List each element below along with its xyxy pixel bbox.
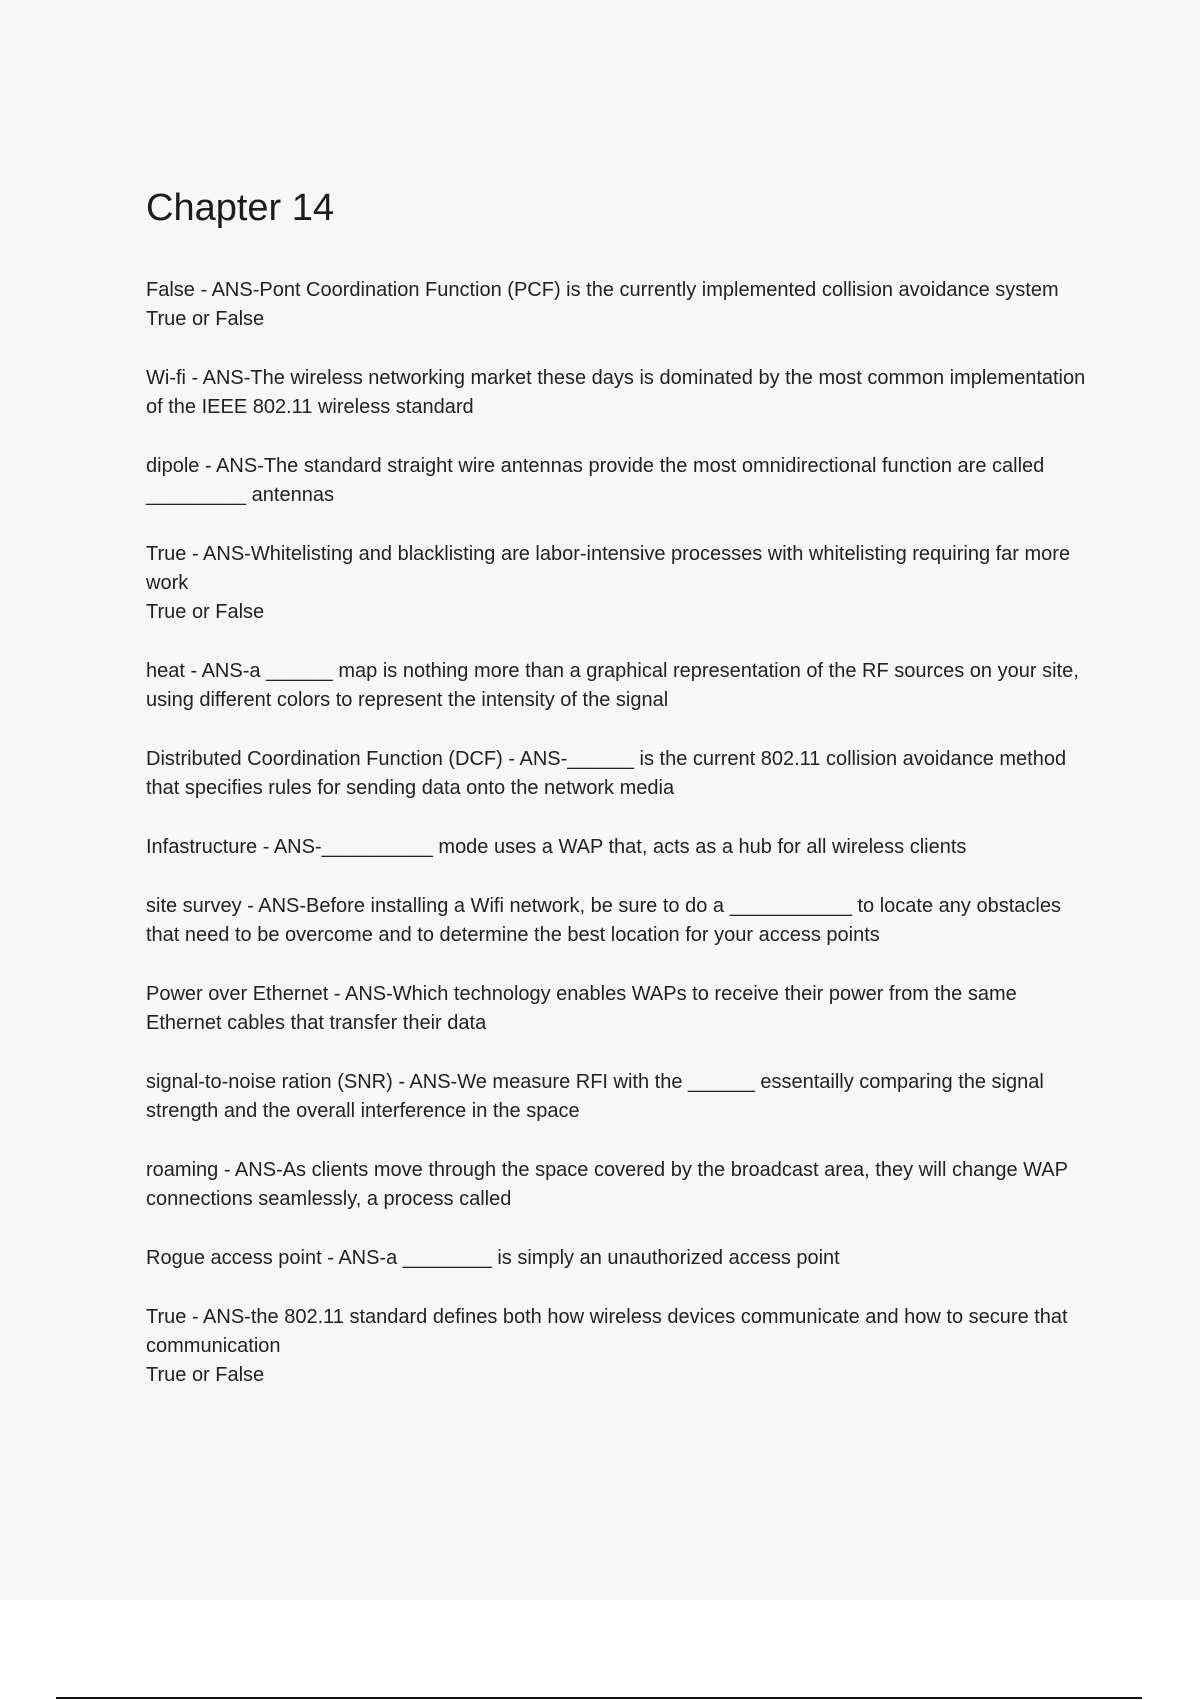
qa-text: Wi-fi - ANS-The wireless networking market these days is dominated by the most common implementation of the IEEE 802.11 wireless standard: [146, 367, 1086, 418]
qa-text: Distributed Coordination Function (DCF) - ANS-______ is the current 802.11 collision avoidance method that specifies rules for sending data onto the network media: [146, 748, 1067, 799]
qa-item: [146, 1303, 1096, 1390]
footer-divider: [56, 1697, 1142, 1699]
qa-text: Infastructure - ANS-__________ mode uses a WAP that, acts as a hub for all wireless clients: [146, 836, 967, 858]
qa-item: [146, 892, 1096, 950]
qa-item: [146, 1068, 1096, 1126]
qa-text: dipole - ANS-The standard straight wire antennas provide the most omnidirectional function are called _________ antennas: [146, 455, 1045, 506]
qa-item: [146, 745, 1096, 803]
qa-item: [146, 1244, 1096, 1273]
qa-item: [146, 1156, 1096, 1214]
qa-item: [146, 452, 1096, 510]
qa-text: Rogue access point - ANS-a ________ is simply an unauthorized access point: [146, 1247, 840, 1269]
qa-item: [146, 657, 1096, 715]
qa-item: [146, 833, 1096, 862]
qa-text: True - ANS-Whitelisting and blacklisting are labor-intensive processes with whitelisting requiring far more work: [146, 543, 1071, 594]
qa-text: roaming - ANS-As clients move through the space covered by the broadcast area, they will change WAP connections seamlessly, a process called: [146, 1159, 1068, 1210]
qa-text: heat - ANS-a ______ map is nothing more than a graphical representation of the RF sources on your site, using different colors to represent the intensity of the signal: [146, 660, 1079, 711]
qa-text: Power over Ethernet - ANS-Which technology enables WAPs to receive their power from the same Ethernet cables that transfer their data: [146, 983, 1017, 1034]
chapter-title: Chapter 14: [146, 187, 335, 229]
qa-text: site survey - ANS-Before installing a Wifi network, be sure to do a ___________ to locate any obstacles that need to be overcome and to determine the best location for your access points: [146, 895, 1061, 946]
qa-text: signal-to-noise ration (SNR) - ANS-We measure RFI with the ______ essentailly comparing the signal strength and the overall interference in the space: [146, 1071, 1044, 1122]
qa-text: True or False: [146, 1364, 265, 1386]
qa-text: True - ANS-the 802.11 standard defines both how wireless devices communicate and how to secure that communication: [146, 1306, 1068, 1357]
qa-item: [146, 276, 1096, 334]
qa-item: [146, 980, 1096, 1038]
document-content: [146, 184, 1096, 1420]
qa-item: [146, 364, 1096, 422]
qa-text: True or False: [146, 308, 265, 330]
qa-item: [146, 540, 1096, 627]
qa-text: False - ANS-Pont Coordination Function (PCF) is the currently implemented collision avoidance system: [146, 279, 1059, 301]
qa-text: True or False: [146, 601, 265, 623]
